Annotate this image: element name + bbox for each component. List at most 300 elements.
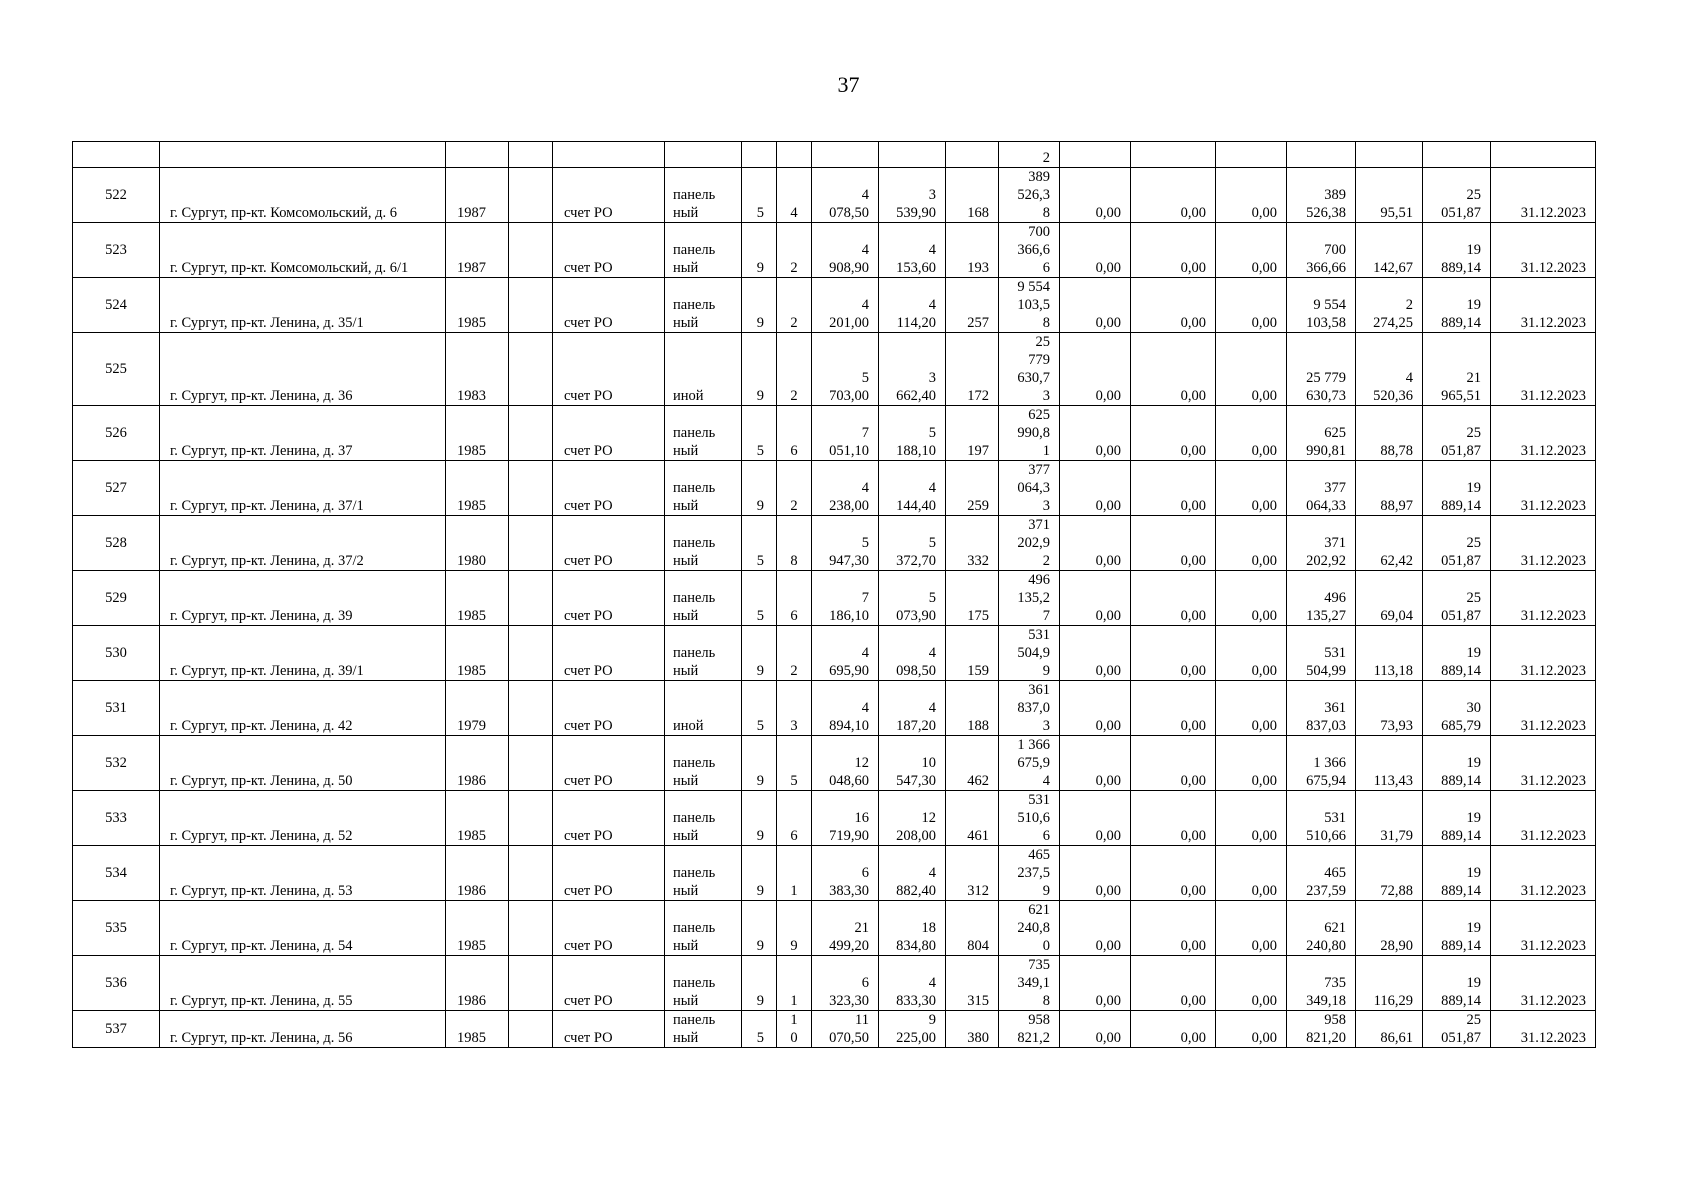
max-cost-per-sqm-cell: 19 889,14 — [1423, 956, 1491, 1011]
max-cost-per-sqm-cell: 19 889,14 — [1423, 736, 1491, 791]
build-year-cell: 1985 — [446, 571, 509, 626]
fund-method-cell: счет РО — [553, 846, 665, 901]
table-row — [73, 516, 1596, 571]
cost-part-b-cell: 0,00 — [1131, 1011, 1216, 1048]
cost-part-a-cell: 0,00 — [1060, 461, 1131, 516]
max-cost-per-sqm-cell: 21 965,51 — [1423, 333, 1491, 406]
cost-part-a-cell: 0,00 — [1060, 1011, 1131, 1048]
living-area-cell: 9 225,00 — [879, 1011, 946, 1048]
cost-part-c-cell — [1216, 142, 1287, 168]
build-year-cell: 1983 — [446, 333, 509, 406]
fund-method-cell: счет РО — [553, 406, 665, 461]
total-area-cell: 6 383,30 — [812, 846, 879, 901]
address-cell: г. Сургут, пр-кт. Ленина, д. 37 — [160, 406, 446, 461]
house-registry-table — [72, 141, 1596, 1048]
cost-part-b-cell: 0,00 — [1131, 846, 1216, 901]
cost-part-a-cell: 0,00 — [1060, 223, 1131, 278]
cost-owner-cell: 621 240,80 — [1287, 901, 1356, 956]
living-area-cell: 4 098,50 — [879, 626, 946, 681]
row-number-cell: 523 — [73, 223, 160, 278]
wall-material-cell: панель ный — [665, 1011, 742, 1048]
max-cost-per-sqm-cell: 19 889,14 — [1423, 901, 1491, 956]
entrances-cell: 4 — [777, 168, 812, 223]
cost-cell: 700 366,6 6 — [999, 223, 1060, 278]
max-cost-per-sqm-cell: 19 889,14 — [1423, 846, 1491, 901]
fund-method-cell: счет РО — [553, 223, 665, 278]
total-area-cell: 4 908,90 — [812, 223, 879, 278]
cost-part-c-cell: 0,00 — [1216, 516, 1287, 571]
build-year-cell: 1985 — [446, 791, 509, 846]
blank-cell — [509, 223, 553, 278]
cost-per-sqm-cell: 113,43 — [1356, 736, 1423, 791]
residents-cell — [946, 142, 999, 168]
build-year-cell: 1986 — [446, 846, 509, 901]
table-row — [73, 223, 1596, 278]
total-area-cell: 7 186,10 — [812, 571, 879, 626]
total-area-cell: 4 201,00 — [812, 278, 879, 333]
deadline-cell: 31.12.2023 — [1491, 406, 1596, 461]
entrances-cell: 2 — [777, 223, 812, 278]
build-year-cell: 1985 — [446, 278, 509, 333]
residents-cell: 257 — [946, 278, 999, 333]
living-area-cell: 12 208,00 — [879, 791, 946, 846]
cost-cell: 2 — [999, 142, 1060, 168]
entrances-cell: 2 — [777, 461, 812, 516]
address-cell: г. Сургут, пр-кт. Ленина, д. 56 — [160, 1011, 446, 1048]
blank-cell — [509, 846, 553, 901]
total-area-cell: 7 051,10 — [812, 406, 879, 461]
cost-part-c-cell: 0,00 — [1216, 168, 1287, 223]
cost-owner-cell: 1 366 675,94 — [1287, 736, 1356, 791]
row-number-cell — [73, 142, 160, 168]
build-year-cell: 1985 — [446, 406, 509, 461]
blank-cell — [509, 461, 553, 516]
address-cell: г. Сургут, пр-кт. Ленина, д. 37/2 — [160, 516, 446, 571]
blank-cell — [509, 571, 553, 626]
floors-cell: 5 — [742, 1011, 777, 1048]
cost-owner-cell: 9 554 103,58 — [1287, 278, 1356, 333]
cost-per-sqm-cell: 72,88 — [1356, 846, 1423, 901]
cost-part-a-cell — [1060, 142, 1131, 168]
cost-part-c-cell: 0,00 — [1216, 626, 1287, 681]
wall-material-cell: иной — [665, 681, 742, 736]
deadline-cell: 31.12.2023 — [1491, 956, 1596, 1011]
blank-cell — [509, 956, 553, 1011]
total-area-cell: 4 894,10 — [812, 681, 879, 736]
living-area-cell: 5 073,90 — [879, 571, 946, 626]
build-year-cell: 1986 — [446, 736, 509, 791]
build-year-cell — [446, 142, 509, 168]
residents-cell: 188 — [946, 681, 999, 736]
total-area-cell: 5 703,00 — [812, 333, 879, 406]
total-area-cell: 4 238,00 — [812, 461, 879, 516]
cost-per-sqm-cell: 116,29 — [1356, 956, 1423, 1011]
total-area-cell: 16 719,90 — [812, 791, 879, 846]
total-area-cell: 4 695,90 — [812, 626, 879, 681]
cost-cell: 371 202,9 2 — [999, 516, 1060, 571]
address-cell: г. Сургут, пр-кт. Ленина, д. 39 — [160, 571, 446, 626]
table-row — [73, 736, 1596, 791]
entrances-cell: 6 — [777, 571, 812, 626]
cost-cell: 621 240,8 0 — [999, 901, 1060, 956]
max-cost-per-sqm-cell: 25 051,87 — [1423, 406, 1491, 461]
deadline-cell: 31.12.2023 — [1491, 901, 1596, 956]
entrances-cell: 3 — [777, 681, 812, 736]
header-row — [73, 142, 1596, 168]
residents-cell: 315 — [946, 956, 999, 1011]
blank-cell — [509, 278, 553, 333]
cost-cell: 958 821,2 — [999, 1011, 1060, 1048]
cost-part-c-cell: 0,00 — [1216, 901, 1287, 956]
table-row — [73, 846, 1596, 901]
floors-cell: 5 — [742, 516, 777, 571]
address-cell: г. Сургут, пр-кт. Комсомольский, д. 6 — [160, 168, 446, 223]
cost-part-b-cell: 0,00 — [1131, 956, 1216, 1011]
total-area-cell: 6 323,30 — [812, 956, 879, 1011]
row-number-cell: 533 — [73, 791, 160, 846]
wall-material-cell: панель ный — [665, 406, 742, 461]
deadline-cell: 31.12.2023 — [1491, 168, 1596, 223]
residents-cell: 461 — [946, 791, 999, 846]
cost-cell: 25 779 630,7 3 — [999, 333, 1060, 406]
deadline-cell: 31.12.2023 — [1491, 846, 1596, 901]
table-row — [73, 406, 1596, 461]
cost-part-c-cell: 0,00 — [1216, 223, 1287, 278]
address-cell: г. Сургут, пр-кт. Ленина, д. 52 — [160, 791, 446, 846]
blank-cell — [509, 333, 553, 406]
wall-material-cell: панель ный — [665, 901, 742, 956]
fund-method-cell: счет РО — [553, 956, 665, 1011]
cost-cell: 361 837,0 3 — [999, 681, 1060, 736]
wall-material-cell: панель ный — [665, 168, 742, 223]
living-area-cell: 3 662,40 — [879, 333, 946, 406]
living-area-cell: 10 547,30 — [879, 736, 946, 791]
fund-method-cell: счет РО — [553, 626, 665, 681]
blank-cell — [509, 791, 553, 846]
row-number-cell: 534 — [73, 846, 160, 901]
cost-owner-cell: 389 526,38 — [1287, 168, 1356, 223]
row-number-cell: 532 — [73, 736, 160, 791]
deadline-cell: 31.12.2023 — [1491, 516, 1596, 571]
max-cost-per-sqm-cell: 19 889,14 — [1423, 791, 1491, 846]
deadline-cell — [1491, 142, 1596, 168]
cost-part-c-cell: 0,00 — [1216, 1011, 1287, 1048]
residents-cell: 312 — [946, 846, 999, 901]
cost-per-sqm-cell: 4 520,36 — [1356, 333, 1423, 406]
build-year-cell: 1985 — [446, 461, 509, 516]
cost-part-a-cell: 0,00 — [1060, 956, 1131, 1011]
cost-part-a-cell: 0,00 — [1060, 571, 1131, 626]
floors-cell: 9 — [742, 333, 777, 406]
floors-cell: 5 — [742, 681, 777, 736]
cost-owner-cell: 735 349,18 — [1287, 956, 1356, 1011]
cost-per-sqm-cell: 86,61 — [1356, 1011, 1423, 1048]
living-area-cell — [879, 142, 946, 168]
residents-cell: 804 — [946, 901, 999, 956]
total-area-cell — [812, 142, 879, 168]
table-row — [73, 571, 1596, 626]
fund-method-cell: счет РО — [553, 791, 665, 846]
cost-cell: 625 990,8 1 — [999, 406, 1060, 461]
row-number-cell: 537 — [73, 1011, 160, 1048]
cost-part-c-cell: 0,00 — [1216, 846, 1287, 901]
cost-cell: 1 366 675,9 4 — [999, 736, 1060, 791]
wall-material-cell — [665, 142, 742, 168]
cost-part-c-cell: 0,00 — [1216, 406, 1287, 461]
cost-part-c-cell: 0,00 — [1216, 681, 1287, 736]
cost-part-a-cell: 0,00 — [1060, 333, 1131, 406]
address-cell: г. Сургут, пр-кт. Ленина, д. 36 — [160, 333, 446, 406]
cost-part-c-cell: 0,00 — [1216, 736, 1287, 791]
cost-part-a-cell: 0,00 — [1060, 681, 1131, 736]
living-area-cell: 3 539,90 — [879, 168, 946, 223]
wall-material-cell: панель ный — [665, 626, 742, 681]
row-number-cell: 536 — [73, 956, 160, 1011]
living-area-cell: 4 114,20 — [879, 278, 946, 333]
address-cell: г. Сургут, пр-кт. Комсомольский, д. 6/1 — [160, 223, 446, 278]
living-area-cell: 18 834,80 — [879, 901, 946, 956]
cost-owner-cell: 377 064,33 — [1287, 461, 1356, 516]
cost-part-b-cell — [1131, 142, 1216, 168]
table-row — [73, 901, 1596, 956]
total-area-cell: 4 078,50 — [812, 168, 879, 223]
entrances-cell: 2 — [777, 626, 812, 681]
residents-cell: 193 — [946, 223, 999, 278]
cost-part-a-cell: 0,00 — [1060, 278, 1131, 333]
blank-cell — [509, 142, 553, 168]
residents-cell: 259 — [946, 461, 999, 516]
cost-cell: 389 526,3 8 — [999, 168, 1060, 223]
build-year-cell: 1985 — [446, 626, 509, 681]
cost-owner-cell: 531 510,66 — [1287, 791, 1356, 846]
cost-part-b-cell: 0,00 — [1131, 626, 1216, 681]
deadline-cell: 31.12.2023 — [1491, 223, 1596, 278]
living-area-cell: 5 188,10 — [879, 406, 946, 461]
table-row — [73, 1011, 1596, 1048]
cost-owner-cell: 361 837,03 — [1287, 681, 1356, 736]
floors-cell: 9 — [742, 846, 777, 901]
cost-part-c-cell: 0,00 — [1216, 956, 1287, 1011]
living-area-cell: 4 187,20 — [879, 681, 946, 736]
cost-part-b-cell: 0,00 — [1131, 736, 1216, 791]
cost-per-sqm-cell: 88,97 — [1356, 461, 1423, 516]
row-number-cell: 531 — [73, 681, 160, 736]
cost-owner-cell: 25 779 630,73 — [1287, 333, 1356, 406]
blank-cell — [509, 1011, 553, 1048]
cost-cell: 377 064,3 3 — [999, 461, 1060, 516]
blank-cell — [509, 681, 553, 736]
floors-cell: 5 — [742, 168, 777, 223]
cost-part-a-cell: 0,00 — [1060, 791, 1131, 846]
wall-material-cell: иной — [665, 333, 742, 406]
fund-method-cell: счет РО — [553, 516, 665, 571]
fund-method-cell: счет РО — [553, 571, 665, 626]
row-number-cell: 527 — [73, 461, 160, 516]
max-cost-per-sqm-cell: 25 051,87 — [1423, 168, 1491, 223]
cost-part-a-cell: 0,00 — [1060, 406, 1131, 461]
cost-owner-cell: 958 821,20 — [1287, 1011, 1356, 1048]
wall-material-cell: панель ный — [665, 461, 742, 516]
cost-cell: 9 554 103,5 8 — [999, 278, 1060, 333]
cost-part-b-cell: 0,00 — [1131, 406, 1216, 461]
deadline-cell: 31.12.2023 — [1491, 791, 1596, 846]
cost-cell: 735 349,1 8 — [999, 956, 1060, 1011]
cost-part-a-cell: 0,00 — [1060, 901, 1131, 956]
cost-part-b-cell: 0,00 — [1131, 461, 1216, 516]
entrances-cell: 8 — [777, 516, 812, 571]
cost-owner-cell: 531 504,99 — [1287, 626, 1356, 681]
build-year-cell: 1986 — [446, 956, 509, 1011]
floors-cell: 9 — [742, 956, 777, 1011]
cost-owner-cell: 700 366,66 — [1287, 223, 1356, 278]
cost-per-sqm-cell: 142,67 — [1356, 223, 1423, 278]
deadline-cell: 31.12.2023 — [1491, 571, 1596, 626]
table-row — [73, 461, 1596, 516]
living-area-cell: 5 372,70 — [879, 516, 946, 571]
cost-per-sqm-cell: 31,79 — [1356, 791, 1423, 846]
floors-cell: 9 — [742, 736, 777, 791]
row-number-cell: 526 — [73, 406, 160, 461]
residents-cell: 172 — [946, 333, 999, 406]
max-cost-per-sqm-cell: 25 051,87 — [1423, 516, 1491, 571]
cost-part-b-cell: 0,00 — [1131, 681, 1216, 736]
row-number-cell: 535 — [73, 901, 160, 956]
cost-per-sqm-cell: 95,51 — [1356, 168, 1423, 223]
cost-owner-cell: 496 135,27 — [1287, 571, 1356, 626]
fund-method-cell: счет РО — [553, 333, 665, 406]
floors-cell: 5 — [742, 571, 777, 626]
residents-cell: 197 — [946, 406, 999, 461]
fund-method-cell — [553, 142, 665, 168]
deadline-cell: 31.12.2023 — [1491, 461, 1596, 516]
address-cell: г. Сургут, пр-кт. Ленина, д. 39/1 — [160, 626, 446, 681]
floors-cell: 9 — [742, 626, 777, 681]
cost-part-a-cell: 0,00 — [1060, 846, 1131, 901]
row-number-cell: 525 — [73, 333, 160, 406]
table-row — [73, 626, 1596, 681]
max-cost-per-sqm-cell — [1423, 142, 1491, 168]
fund-method-cell: счет РО — [553, 1011, 665, 1048]
cost-owner-cell — [1287, 142, 1356, 168]
entrances-cell: 1 — [777, 956, 812, 1011]
address-cell: г. Сургут, пр-кт. Ленина, д. 55 — [160, 956, 446, 1011]
wall-material-cell: панель ный — [665, 956, 742, 1011]
deadline-cell: 31.12.2023 — [1491, 278, 1596, 333]
fund-method-cell: счет РО — [553, 736, 665, 791]
living-area-cell: 4 833,30 — [879, 956, 946, 1011]
total-area-cell: 12 048,60 — [812, 736, 879, 791]
floors-cell: 9 — [742, 461, 777, 516]
blank-cell — [509, 901, 553, 956]
row-number-cell: 530 — [73, 626, 160, 681]
total-area-cell: 21 499,20 — [812, 901, 879, 956]
cost-part-a-cell: 0,00 — [1060, 736, 1131, 791]
cost-per-sqm-cell — [1356, 142, 1423, 168]
max-cost-per-sqm-cell: 19 889,14 — [1423, 223, 1491, 278]
cost-part-a-cell: 0,00 — [1060, 168, 1131, 223]
table-row — [73, 278, 1596, 333]
wall-material-cell: панель ный — [665, 736, 742, 791]
address-cell — [160, 142, 446, 168]
wall-material-cell: панель ный — [665, 223, 742, 278]
address-cell: г. Сургут, пр-кт. Ленина, д. 37/1 — [160, 461, 446, 516]
cost-part-b-cell: 0,00 — [1131, 278, 1216, 333]
cost-part-c-cell: 0,00 — [1216, 461, 1287, 516]
residents-cell: 380 — [946, 1011, 999, 1048]
entrances-cell: 2 — [777, 278, 812, 333]
entrances-cell: 1 — [777, 846, 812, 901]
row-number-cell: 524 — [73, 278, 160, 333]
cost-per-sqm-cell: 73,93 — [1356, 681, 1423, 736]
max-cost-per-sqm-cell: 19 889,14 — [1423, 626, 1491, 681]
address-cell: г. Сургут, пр-кт. Ленина, д. 53 — [160, 846, 446, 901]
cost-owner-cell: 465 237,59 — [1287, 846, 1356, 901]
cost-part-b-cell: 0,00 — [1131, 516, 1216, 571]
cost-part-b-cell: 0,00 — [1131, 571, 1216, 626]
living-area-cell: 4 882,40 — [879, 846, 946, 901]
table-row — [73, 168, 1596, 223]
wall-material-cell: панель ный — [665, 278, 742, 333]
max-cost-per-sqm-cell: 19 889,14 — [1423, 278, 1491, 333]
wall-material-cell: панель ный — [665, 516, 742, 571]
blank-cell — [509, 168, 553, 223]
living-area-cell: 4 144,40 — [879, 461, 946, 516]
fund-method-cell: счет РО — [553, 278, 665, 333]
wall-material-cell: панель ный — [665, 571, 742, 626]
cost-per-sqm-cell: 2 274,25 — [1356, 278, 1423, 333]
entrances-cell: 5 — [777, 736, 812, 791]
row-number-cell: 522 — [73, 168, 160, 223]
table-row — [73, 681, 1596, 736]
cost-per-sqm-cell: 113,18 — [1356, 626, 1423, 681]
address-cell: г. Сургут, пр-кт. Ленина, д. 42 — [160, 681, 446, 736]
table-row — [73, 956, 1596, 1011]
total-area-cell: 11 070,50 — [812, 1011, 879, 1048]
cost-part-b-cell: 0,00 — [1131, 168, 1216, 223]
deadline-cell: 31.12.2023 — [1491, 736, 1596, 791]
cost-part-c-cell: 0,00 — [1216, 791, 1287, 846]
max-cost-per-sqm-cell: 19 889,14 — [1423, 461, 1491, 516]
entrances-cell: 1 0 — [777, 1011, 812, 1048]
living-area-cell: 4 153,60 — [879, 223, 946, 278]
fund-method-cell: счет РО — [553, 461, 665, 516]
cost-cell: 496 135,2 7 — [999, 571, 1060, 626]
entrances-cell: 9 — [777, 901, 812, 956]
residents-cell: 462 — [946, 736, 999, 791]
cost-per-sqm-cell: 88,78 — [1356, 406, 1423, 461]
build-year-cell: 1985 — [446, 1011, 509, 1048]
page-number: 37 — [837, 72, 860, 97]
fund-method-cell: счет РО — [553, 168, 665, 223]
build-year-cell: 1987 — [446, 168, 509, 223]
max-cost-per-sqm-cell: 30 685,79 — [1423, 681, 1491, 736]
build-year-cell: 1987 — [446, 223, 509, 278]
cost-part-c-cell: 0,00 — [1216, 278, 1287, 333]
max-cost-per-sqm-cell: 25 051,87 — [1423, 1011, 1491, 1048]
residents-cell: 159 — [946, 626, 999, 681]
cost-part-c-cell: 0,00 — [1216, 333, 1287, 406]
deadline-cell: 31.12.2023 — [1491, 1011, 1596, 1048]
cost-part-b-cell: 0,00 — [1131, 791, 1216, 846]
blank-cell — [509, 736, 553, 791]
table-row — [73, 791, 1596, 846]
total-area-cell: 5 947,30 — [812, 516, 879, 571]
floors-cell: 9 — [742, 278, 777, 333]
entrances-cell: 2 — [777, 333, 812, 406]
fund-method-cell: счет РО — [553, 901, 665, 956]
cost-per-sqm-cell: 28,90 — [1356, 901, 1423, 956]
row-number-cell: 529 — [73, 571, 160, 626]
